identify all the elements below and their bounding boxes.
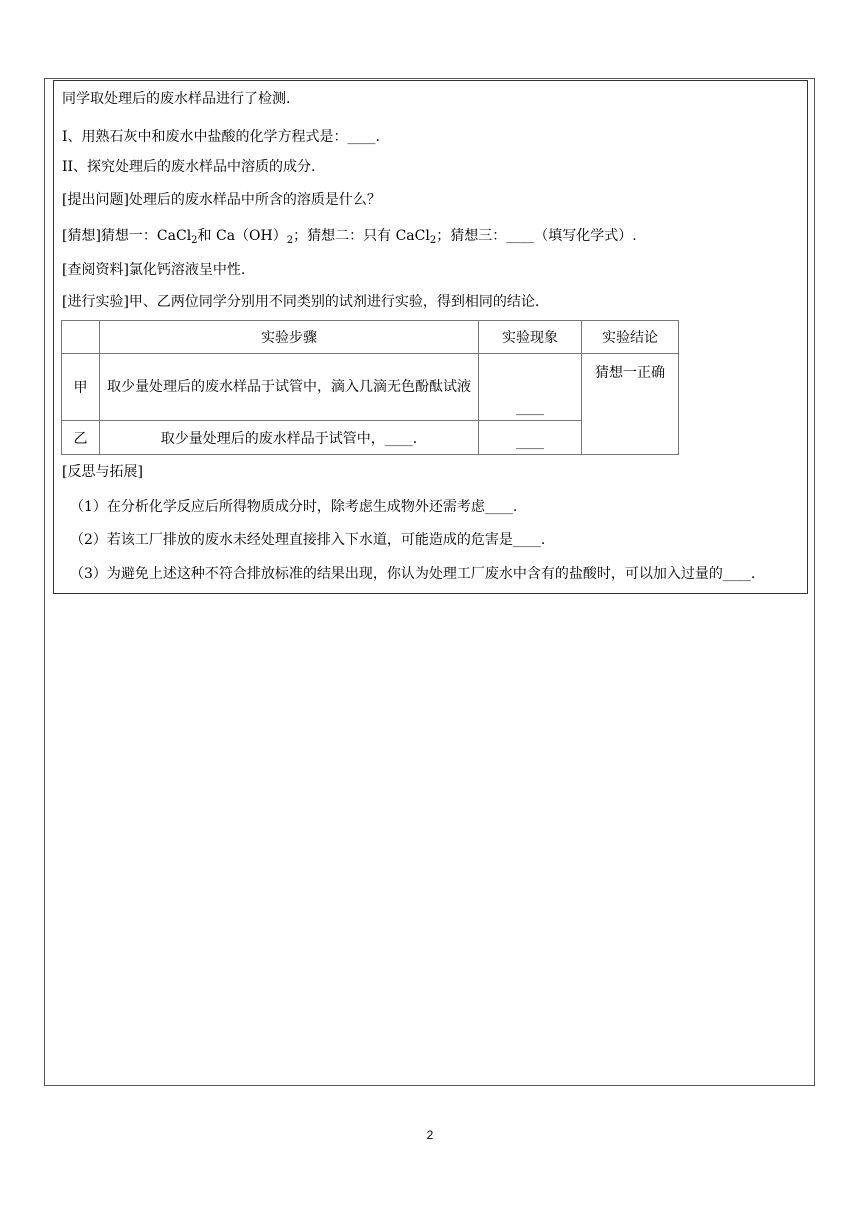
reference-line: [查阅资料]氯化钙溶液呈中性. xyxy=(62,262,246,278)
header-cell-conclusion: 实验结论 xyxy=(582,321,679,354)
subscript-1: 2 xyxy=(191,235,198,246)
hypothesis-line xyxy=(62,226,637,246)
hypothesis-part-3: ；猜想二：只有 CaCl xyxy=(293,228,430,244)
experiment-table xyxy=(61,320,679,455)
experiment-line: [进行实验]甲、乙两位同学分别用不同类别的试剂进行实验，得到相同的结论. xyxy=(62,294,540,310)
reflection-item-3: （3）为避免上述这种不符合排放标准的结果出现，你认为处理工厂废水中含有的盐酸时，可以加入过量的____. xyxy=(70,566,756,582)
conclusion-cell: 猜想一正确 xyxy=(582,354,679,455)
subscript-2: 2 xyxy=(286,235,294,246)
intro-line: 同学取处理后的废水样品进行了检测. xyxy=(62,91,291,107)
question-2-line: II、探究处理后的废水样品中溶质的成分. xyxy=(62,159,316,175)
hypothesis-part-2: 和 Ca（OH） xyxy=(197,228,287,244)
question-1-line: I、用熟石灰中和废水中盐酸的化学方程式是：____. xyxy=(62,129,380,145)
table-row xyxy=(62,354,679,421)
header-cell-phenomenon: 实验现象 xyxy=(479,321,582,354)
page-number: 2 xyxy=(426,1128,434,1142)
reflection-heading: [反思与拓展] xyxy=(62,464,143,480)
row-phenomenon-blank: ____ xyxy=(479,421,582,455)
row-label: 甲 xyxy=(62,354,100,421)
row-label: 乙 xyxy=(62,421,100,455)
table-header-row xyxy=(62,321,679,354)
row-step: 取少量处理后的废水样品于试管中，____. xyxy=(100,421,479,455)
hypothesis-part-4: ；猜想三：____（填写化学式）. xyxy=(436,228,637,244)
header-cell-step: 实验步骤 xyxy=(100,321,479,354)
hypothesis-part-1: [猜想]猜想一：CaCl xyxy=(62,228,192,244)
row-phenomenon-blank: ____ xyxy=(479,354,582,421)
reflection-item-1: （1）在分析化学反应后所得物质成分时，除考虑生成物外还需考虑____. xyxy=(70,499,518,515)
raise-question-line: [提出问题]处理后的废水样品中所含的溶质是什么？ xyxy=(62,192,381,208)
reflection-item-2: （2）若该工厂排放的废水未经处理直接排入下水道，可能造成的危害是____. xyxy=(70,532,546,548)
header-cell-empty xyxy=(62,321,100,354)
subscript-3: 2 xyxy=(429,235,437,246)
row-step: 取少量处理后的废水样品于试管中，滴入几滴无色酚酞试液 xyxy=(100,354,479,421)
